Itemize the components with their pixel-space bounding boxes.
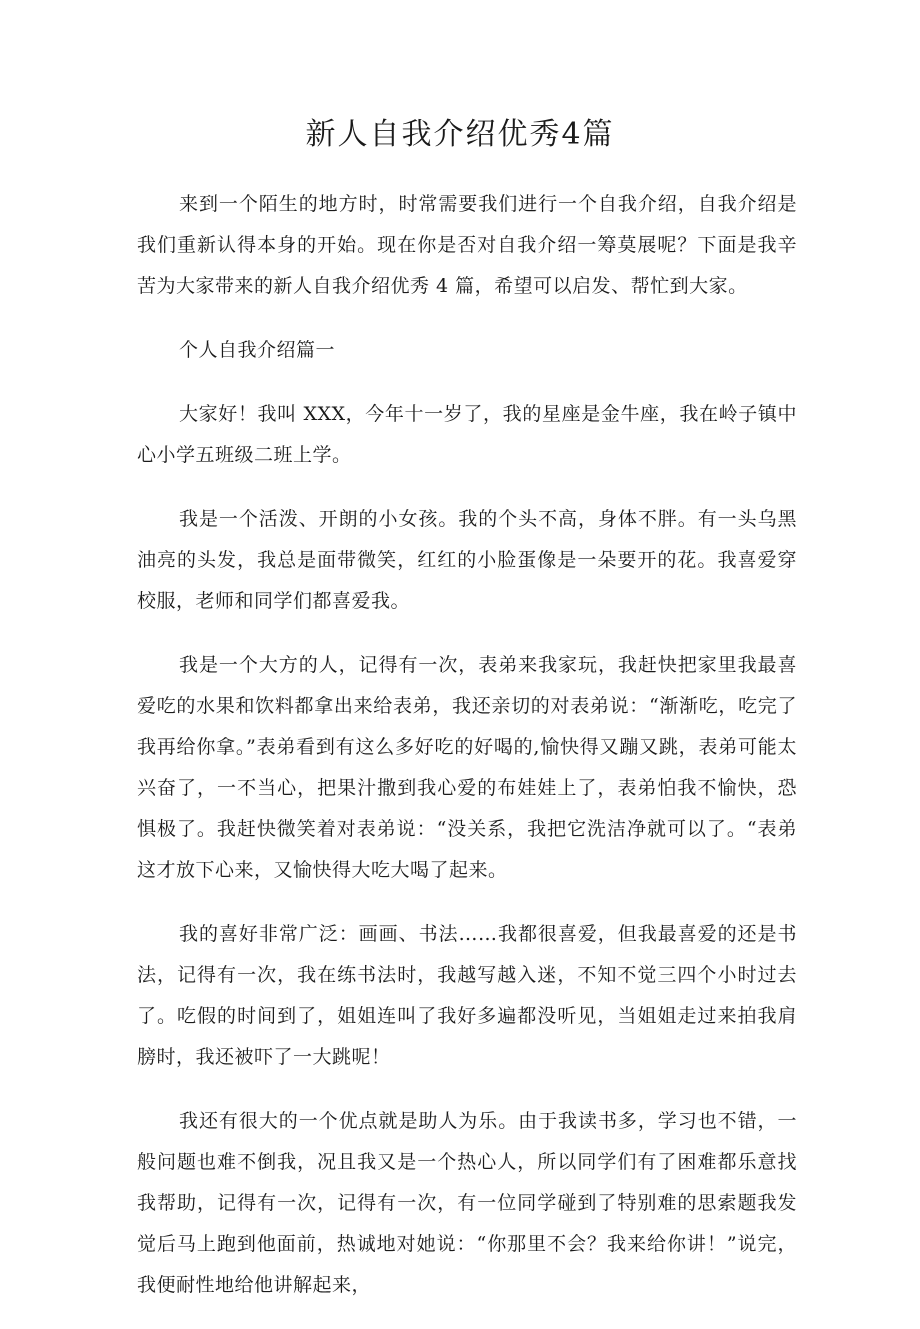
document-title: 新人自我介绍优秀4篇 [305, 117, 615, 152]
body-paragraph: 我的喜好非常广泛：画画、书法……我都很喜爱，但我最喜爱的还是书法，记得有一次，我在练书法时，我越写越入迷，不知不觉三四个小时过去了。吃假的时间到了，姐姐连叫了我好多遍都没听见，当姐姐走过来拍我肩膀时，我还被吓了一大跳呢！ [137, 923, 797, 1068]
body-paragraph: 我是一个活泼、开朗的小女孩。我的个头不高，身体不胖。有一头乌黑油亮的头发，我总是面带微笑，红红的小脸蛋像是一朵要开的花。我喜爱穿校服，老师和同学们都喜爱我。 [137, 508, 797, 612]
intro-paragraph: 来到一个陌生的地方时，时常需要我们进行一个自我介绍，自我介绍是我们重新认得本身的开始。现在你是否对自我介绍一筹莫展呢？下面是我辛苦为大家带来的新人自我介绍优秀 4 篇，希望可以启发、帮忙到大家。 [137, 193, 797, 297]
body-paragraph: 大家好！我叫 XXX，今年十一岁了，我的星座是金牛座，我在岭子镇中心小学五班级二班上学。 [137, 403, 797, 466]
body-paragraph: 我是一个大方的人，记得有一次，表弟来我家玩，我赶快把家里我最喜爱吃的水果和饮料都拿出来给表弟，我还亲切的对表弟说：“渐渐吃，吃完了我再给你拿。”表弟看到有这么多好吃的好喝的,愉快得又蹦又跳，表弟可能太兴奋了，一不当心，把果汁撒到我心爱的布娃娃上了，表弟怕我不愉快，恐惧极了。我赶快微笑着对表弟说：“没关系，我把它洗洁净就可以了。“表弟这才放下心来，又愉快得大吃大喝了起来。 [137, 654, 797, 881]
document-body [137, 184, 797, 1329]
section-heading: 个人自我介绍篇一 [179, 339, 336, 361]
body-paragraph: 我还有很大的一个优点就是助人为乐。由于我读书多，学习也不错，一般问题也难不倒我，况且我又是一个热心人，所以同学们有了困难都乐意找我帮助，记得有一次，记得有一次，有一位同学碰到了特别难的思索题我发觉后马上跑到他面前，热诚地对她说：“你那里不会？我来给你讲！”说完，我便耐性地给他讲解起来， [137, 1110, 797, 1296]
